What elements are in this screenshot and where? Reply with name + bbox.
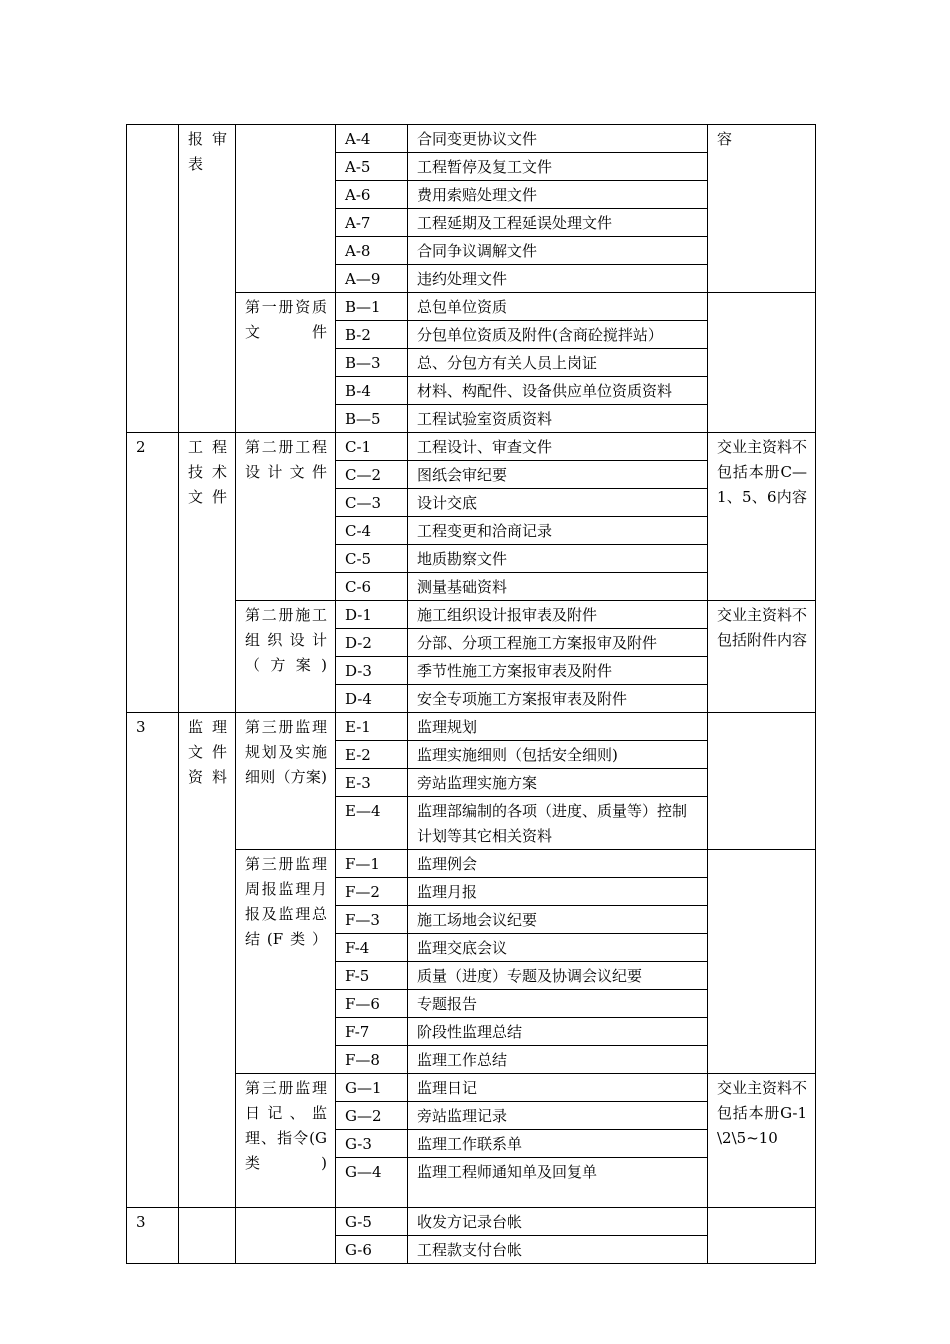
code-cell: A-7 <box>336 209 408 237</box>
name-cell: 安全专项施工方案报审表及附件 <box>408 685 708 713</box>
name-cell: 工程延期及工程延误处理文件 <box>408 209 708 237</box>
category-cell <box>179 1208 236 1264</box>
name-cell: 监理工程师通知单及回复单 <box>408 1158 708 1208</box>
code-cell: D-1 <box>336 601 408 629</box>
code-cell: G-5 <box>336 1208 408 1236</box>
name-cell: 费用索赔处理文件 <box>408 181 708 209</box>
code-cell: B—3 <box>336 349 408 377</box>
note-cell <box>708 293 816 433</box>
code-cell: C—2 <box>336 461 408 489</box>
name-cell: 测量基础资料 <box>408 573 708 601</box>
category-cell: 监理文件资料 <box>179 713 236 1208</box>
code-cell: B—1 <box>336 293 408 321</box>
name-cell: 专题报告 <box>408 990 708 1018</box>
code-cell: A—9 <box>336 265 408 293</box>
volume-cell: 第二册工程设计文件 <box>236 433 336 601</box>
code-cell: A-5 <box>336 153 408 181</box>
code-cell: C—3 <box>336 489 408 517</box>
name-cell: 质量（进度）专题及协调会议纪要 <box>408 962 708 990</box>
name-cell: 总、分包方有关人员上岗证 <box>408 349 708 377</box>
volume-cell: 第三册监理规划及实施细则（方案) <box>236 713 336 850</box>
table-row <box>127 125 816 153</box>
name-cell: 旁站监理记录 <box>408 1102 708 1130</box>
code-cell: F-7 <box>336 1018 408 1046</box>
code-cell: G—1 <box>336 1074 408 1102</box>
volume-cell: 第三册监理日记、监理、指令(G类) <box>236 1074 336 1208</box>
code-cell: E—4 <box>336 797 408 850</box>
name-cell: 施工场地会议纪要 <box>408 906 708 934</box>
code-cell: F—6 <box>336 990 408 1018</box>
code-cell: D-4 <box>336 685 408 713</box>
name-cell: 设计交底 <box>408 489 708 517</box>
code-cell: G—2 <box>336 1102 408 1130</box>
name-cell: 监理交底会议 <box>408 934 708 962</box>
name-cell: 阶段性监理总结 <box>408 1018 708 1046</box>
code-cell: D-2 <box>336 629 408 657</box>
name-cell: 工程暂停及复工文件 <box>408 153 708 181</box>
category-cell: 报审表 <box>179 125 236 433</box>
code-cell: B-2 <box>336 321 408 349</box>
code-cell: F—2 <box>336 878 408 906</box>
code-cell: B-4 <box>336 377 408 405</box>
note-cell: 交业主资料不包括本册G-1\2\5~10 <box>708 1074 816 1208</box>
code-cell: A-4 <box>336 125 408 153</box>
name-cell: 监理月报 <box>408 878 708 906</box>
name-cell: 施工组织设计报审表及附件 <box>408 601 708 629</box>
name-cell: 季节性施工方案报审表及附件 <box>408 657 708 685</box>
seq-cell <box>127 125 179 433</box>
seq-cell: 2 <box>127 433 179 713</box>
note-cell: 交业主资料不包括本册C—1、5、6内容 <box>708 433 816 601</box>
name-cell: 监理实施细则（包括安全细则) <box>408 741 708 769</box>
name-cell: 工程款支付台帐 <box>408 1236 708 1264</box>
volume-cell: 第三册监理周报监理月报及监理总结(F类） <box>236 850 336 1074</box>
note-cell <box>708 713 816 850</box>
code-cell: F-5 <box>336 962 408 990</box>
code-cell: A-6 <box>336 181 408 209</box>
name-cell: 图纸会审纪要 <box>408 461 708 489</box>
name-cell: 监理日记 <box>408 1074 708 1102</box>
table-row <box>127 433 816 461</box>
note-cell <box>708 1208 816 1264</box>
code-cell: G—4 <box>336 1158 408 1208</box>
table-row <box>127 1208 816 1236</box>
category-cell: 工程技术文件 <box>179 433 236 713</box>
code-cell: A-8 <box>336 237 408 265</box>
seq-cell: 3 <box>127 1208 179 1264</box>
volume-cell: 第一册资质文件 <box>236 293 336 433</box>
name-cell: 违约处理文件 <box>408 265 708 293</box>
code-cell: C-6 <box>336 573 408 601</box>
code-cell: C-4 <box>336 517 408 545</box>
code-cell: C-1 <box>336 433 408 461</box>
name-cell: 监理部编制的各项（进度、质量等）控制计划等其它相关资料 <box>408 797 708 850</box>
name-cell: 监理规划 <box>408 713 708 741</box>
code-cell: G-3 <box>336 1130 408 1158</box>
note-cell <box>708 850 816 1074</box>
code-cell: E-1 <box>336 713 408 741</box>
code-cell: F—3 <box>336 906 408 934</box>
name-cell: 地质勘察文件 <box>408 545 708 573</box>
volume-cell: 第二册施工组织设计（方案) <box>236 601 336 713</box>
name-cell: 分包单位资质及附件(含商砼搅拌站） <box>408 321 708 349</box>
name-cell: 工程设计、审查文件 <box>408 433 708 461</box>
name-cell: 旁站监理实施方案 <box>408 769 708 797</box>
code-cell: B—5 <box>336 405 408 433</box>
name-cell: 分部、分项工程施工方案报审及附件 <box>408 629 708 657</box>
code-cell: F-4 <box>336 934 408 962</box>
seq-cell: 3 <box>127 713 179 1208</box>
name-cell: 收发方记录台帐 <box>408 1208 708 1236</box>
name-cell: 合同争议调解文件 <box>408 237 708 265</box>
name-cell: 合同变更协议文件 <box>408 125 708 153</box>
volume-cell <box>236 1208 336 1264</box>
code-cell: G-6 <box>336 1236 408 1264</box>
archive-catalog-table <box>126 124 816 1264</box>
code-cell: E-2 <box>336 741 408 769</box>
name-cell: 总包单位资质 <box>408 293 708 321</box>
code-cell: D-3 <box>336 657 408 685</box>
note-cell: 交业主资料不包括附件内容 <box>708 601 816 713</box>
note-cell: 容 <box>708 125 816 293</box>
name-cell: 监理工作联系单 <box>408 1130 708 1158</box>
volume-cell <box>236 125 336 293</box>
name-cell: 监理例会 <box>408 850 708 878</box>
name-cell: 监理工作总结 <box>408 1046 708 1074</box>
code-cell: C-5 <box>336 545 408 573</box>
name-cell: 工程试验室资质资料 <box>408 405 708 433</box>
code-cell: F—8 <box>336 1046 408 1074</box>
table-row <box>127 713 816 741</box>
code-cell: E-3 <box>336 769 408 797</box>
code-cell: F—1 <box>336 850 408 878</box>
name-cell: 工程变更和洽商记录 <box>408 517 708 545</box>
name-cell: 材料、构配件、设备供应单位资质资料 <box>408 377 708 405</box>
